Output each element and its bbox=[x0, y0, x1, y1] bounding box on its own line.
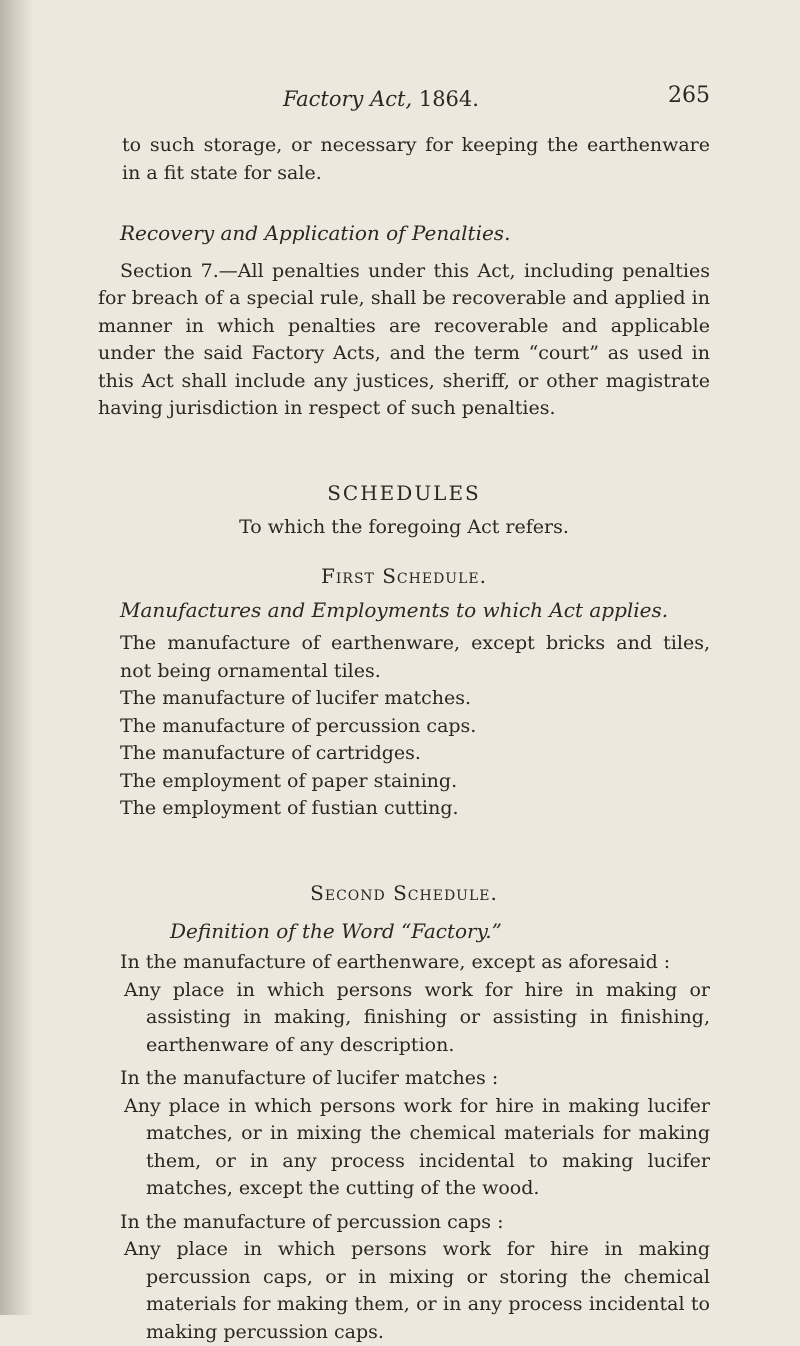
definition-text: Any place in which persons work for hire in making percussion caps, or in mixing or storing the chemical materials for making them, or in any process incidental to making percussion caps. bbox=[98, 1236, 710, 1346]
definition-label: In the manufacture of earthenware, except as aforesaid : bbox=[98, 949, 710, 977]
schedules-section bbox=[98, 480, 710, 541]
list-item: The employment of fustian cutting. bbox=[120, 795, 710, 823]
schedules-heading: SCHEDULES bbox=[98, 480, 710, 508]
second-schedule-heading: Second Schedule. bbox=[98, 880, 710, 908]
first-schedule-subheading: Manufactures and Employments to which Act applies. bbox=[98, 597, 710, 625]
definition-text: Any place in which persons work for hire in making lucifer matches, or in mixing the chemical materials for making them, or in any process incidental to making lucifer matches, except the cutting of the wood. bbox=[98, 1093, 710, 1203]
definition-entry bbox=[98, 949, 710, 1059]
recovery-section bbox=[98, 220, 710, 423]
list-item: The manufacture of cartridges. bbox=[120, 740, 710, 768]
definition-label: In the manufacture of lucifer matches : bbox=[98, 1065, 710, 1093]
header-title bbox=[283, 86, 479, 114]
list-item: The manufacture of percussion caps. bbox=[120, 713, 710, 741]
recovery-heading: Recovery and Application of Penalties. bbox=[98, 220, 710, 248]
schedules-subheading: To which the foregoing Act refers. bbox=[98, 514, 710, 542]
definition-label: In the manufacture of percussion caps : bbox=[98, 1209, 710, 1237]
list-item: The manufacture of lucifer matches. bbox=[120, 685, 710, 713]
document-page bbox=[98, 0, 710, 1315]
opening-paragraph bbox=[98, 132, 710, 187]
definition-text: Any place in which persons work for hire in making or assisting in making, finishing or assisting in finishing, earthenware of any description. bbox=[98, 977, 710, 1060]
definition-entry bbox=[98, 1209, 710, 1346]
page-number: 265 bbox=[668, 82, 710, 110]
first-schedule-heading: First Schedule. bbox=[98, 563, 710, 591]
first-schedule-section bbox=[98, 563, 710, 823]
recovery-text: Section 7.—All penalties under this Act, including penalties for breach of a special rule, shall be recoverable and applied in manner in which penalties are recoverable and applicable under the said Factory Acts, and the term “court” as used in this Act shall include any justices, sheriff, or other magistrate having jurisdiction in respect of such penalties. bbox=[98, 258, 710, 423]
definition-entry bbox=[98, 1065, 710, 1203]
second-schedule-subheading: Definition of the Word “Factory.” bbox=[98, 918, 710, 946]
list-item: The employment of paper staining. bbox=[120, 768, 710, 796]
opening-text: to such storage, or necessary for keeping the earthenware in a fit state for sale. bbox=[98, 132, 710, 187]
header-year: 1864. bbox=[419, 87, 479, 111]
first-schedule-list bbox=[98, 630, 710, 823]
page-edge-shadow bbox=[0, 0, 34, 1315]
list-item: The manufacture of earthenware, except bricks and tiles, not being ornamental tiles. bbox=[98, 630, 710, 685]
second-schedule-section bbox=[98, 880, 710, 1346]
running-header bbox=[98, 86, 710, 116]
header-title-italic: Factory Act, bbox=[283, 87, 412, 111]
